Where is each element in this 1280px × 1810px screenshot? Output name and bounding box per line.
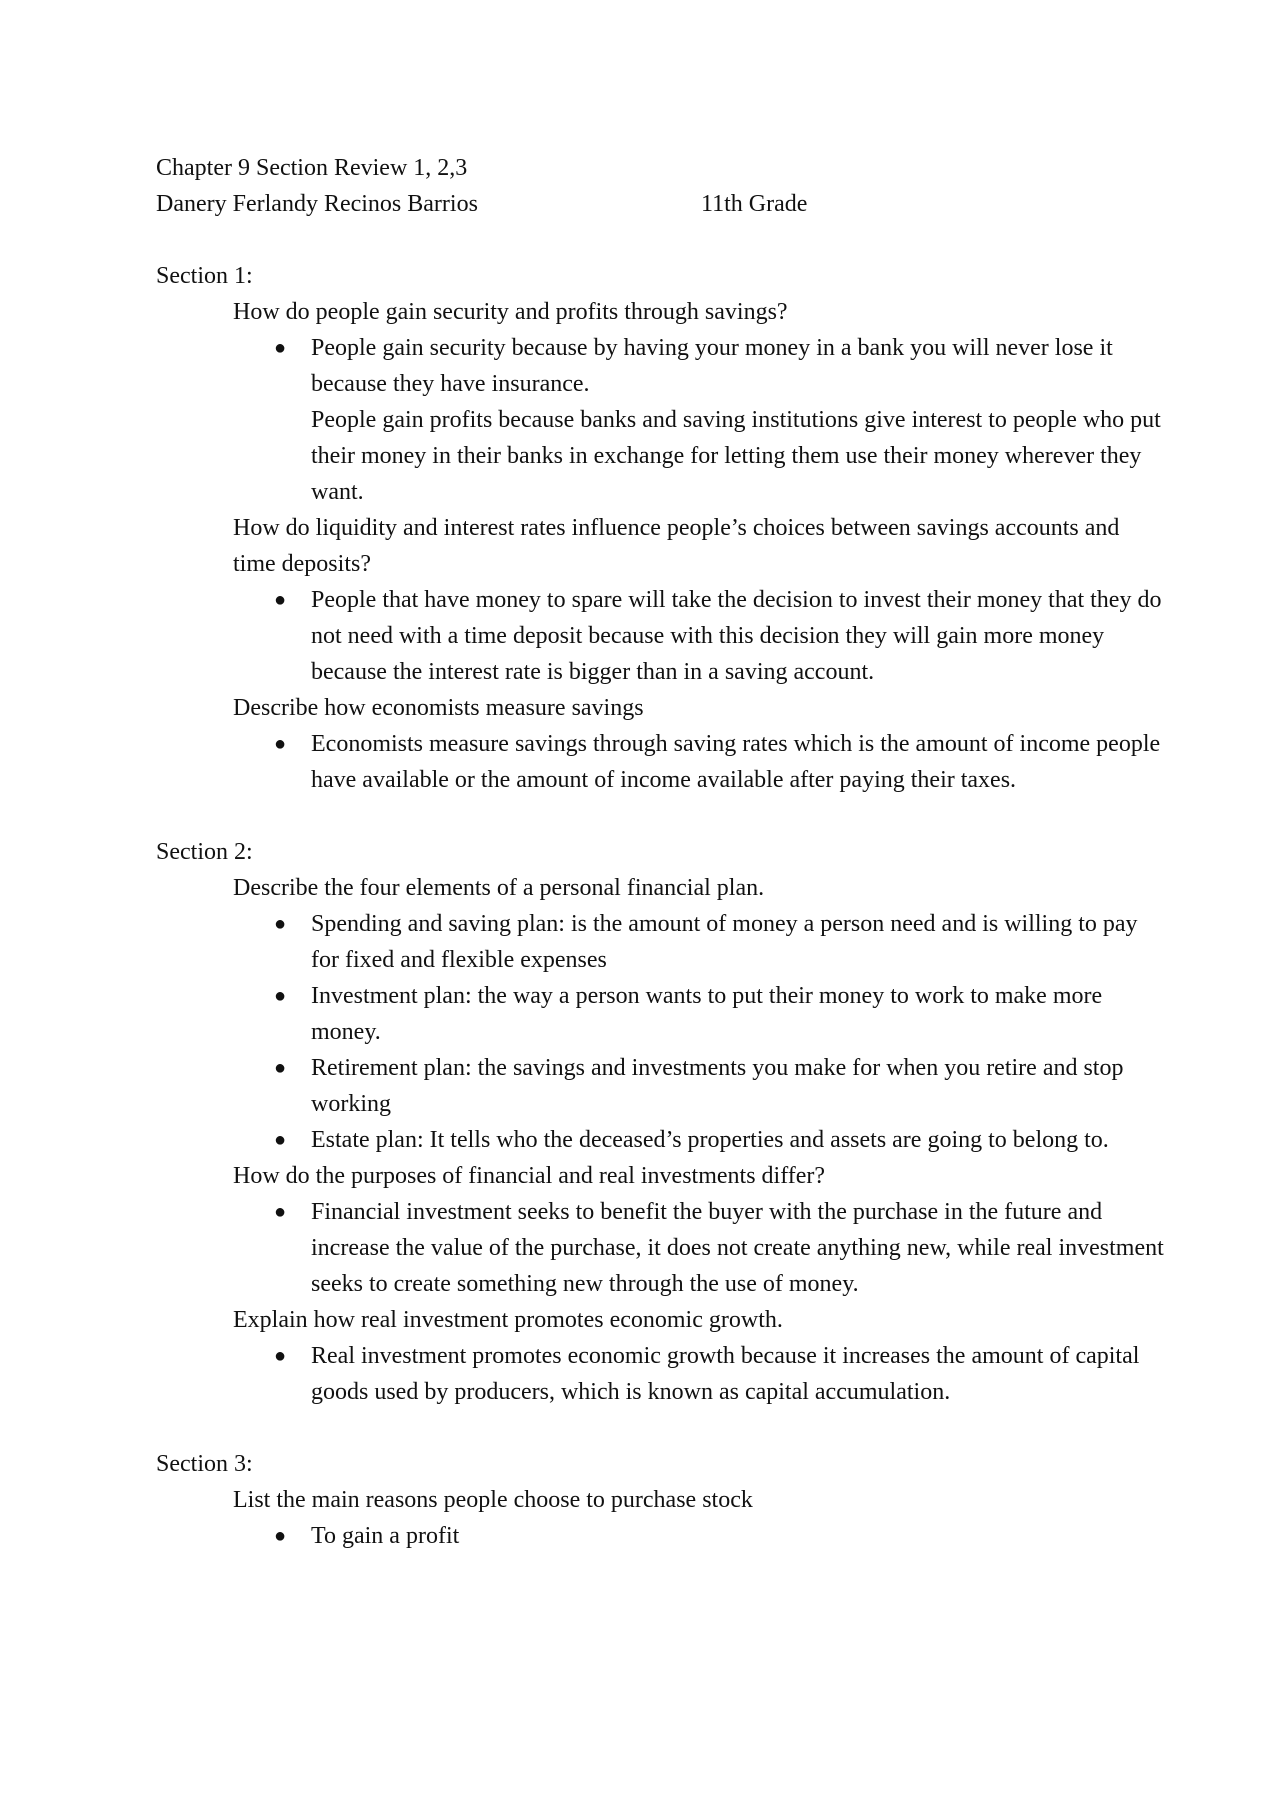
student-name: Danery Ferlandy Recinos Barrios bbox=[156, 191, 478, 217]
answer-list bbox=[274, 1194, 1171, 1302]
question-text: Describe the four elements of a personal financial plan. bbox=[233, 875, 765, 901]
question-text: Describe how economists measure savings bbox=[233, 695, 644, 721]
question-text: List the main reasons people choose to purchase stock bbox=[233, 1487, 753, 1513]
bullet-icon: ● bbox=[274, 337, 287, 359]
answer-text: Real investment promotes economic growth because it increases the amount of capital goods used by producers, which is known as capital accumulation. bbox=[311, 1343, 1140, 1405]
bullet-icon: ● bbox=[274, 733, 287, 755]
answer-item bbox=[274, 1338, 1171, 1410]
answer-item bbox=[274, 1518, 1171, 1554]
question-text: How do people gain security and profits through savings? bbox=[233, 299, 788, 325]
bullet-icon: ● bbox=[274, 1525, 287, 1547]
document-content bbox=[156, 150, 1164, 1554]
answer-list bbox=[274, 1338, 1171, 1410]
answer-text: Spending and saving plan: is the amount of money a person need and is willing to pay for fixed and flexible expenses bbox=[311, 911, 1138, 973]
section-title: Section 3: bbox=[156, 1451, 253, 1477]
bullet-icon: ● bbox=[274, 1057, 287, 1079]
document-title: Chapter 9 Section Review 1, 2,3 bbox=[156, 155, 468, 181]
section-title: Section 2: bbox=[156, 839, 253, 865]
answer-list bbox=[274, 726, 1171, 798]
answer-item bbox=[274, 1122, 1171, 1158]
answer-text: Financial investment seeks to benefit the buyer with the purchase in the future and increase the value of the purchase, it does not create anything new, while real investment seeks to create something new through the use of money. bbox=[311, 1199, 1164, 1297]
answer-item bbox=[274, 906, 1171, 978]
answer-item bbox=[274, 582, 1171, 690]
grade-level: 11th Grade bbox=[701, 191, 808, 217]
answer-text: Estate plan: It tells who the deceased’s properties and assets are going to belong to. bbox=[311, 1127, 1109, 1153]
section-1 bbox=[156, 258, 1162, 798]
bullet-icon: ● bbox=[274, 1345, 287, 1367]
answer-text: To gain a profit bbox=[311, 1523, 460, 1549]
answer-item bbox=[274, 330, 1171, 510]
section-2 bbox=[156, 834, 1164, 1410]
section-3 bbox=[156, 1446, 1156, 1554]
question-text: How do liquidity and interest rates influence people’s choices between savings accounts and time deposits? bbox=[233, 515, 1120, 577]
answer-item bbox=[274, 726, 1171, 798]
answer-text: Retirement plan: the savings and investments you make for when you retire and stop working bbox=[311, 1055, 1124, 1117]
sections-container bbox=[156, 258, 1164, 1554]
answer-text: People gain profits because banks and saving institutions give interest to people who put their money in their banks in exchange for letting them use their money wherever they want. bbox=[311, 407, 1161, 505]
answer-list bbox=[274, 330, 1171, 510]
bullet-icon: ● bbox=[274, 1129, 287, 1151]
answer-list bbox=[274, 582, 1171, 690]
answer-text: People gain security because by having your money in a bank you will never lose it because they have insurance. bbox=[311, 335, 1113, 397]
question-text: Explain how real investment promotes economic growth. bbox=[233, 1307, 783, 1333]
answer-text: Economists measure savings through saving rates which is the amount of income people have available or the amount of income available after paying their taxes. bbox=[311, 731, 1161, 793]
answer-list bbox=[274, 1518, 1171, 1554]
section-title: Section 1: bbox=[156, 263, 253, 289]
question-text: How do the purposes of financial and real investments differ? bbox=[233, 1163, 826, 1189]
student-info-row bbox=[156, 186, 1156, 222]
answer-item bbox=[274, 1194, 1171, 1302]
answer-list bbox=[274, 906, 1171, 1158]
answer-text: Investment plan: the way a person wants to put their money to work to make more money. bbox=[311, 983, 1103, 1045]
bullet-icon: ● bbox=[274, 985, 287, 1007]
answer-text: People that have money to spare will take the decision to invest their money that they do not need with a time deposit because with this decision they will gain more money because the interest rate is bigger than in a saving account. bbox=[311, 587, 1162, 685]
bullet-icon: ● bbox=[274, 913, 287, 935]
bullet-icon: ● bbox=[274, 589, 287, 611]
bullet-icon: ● bbox=[274, 1201, 287, 1223]
answer-item bbox=[274, 978, 1171, 1050]
answer-item bbox=[274, 1050, 1171, 1122]
